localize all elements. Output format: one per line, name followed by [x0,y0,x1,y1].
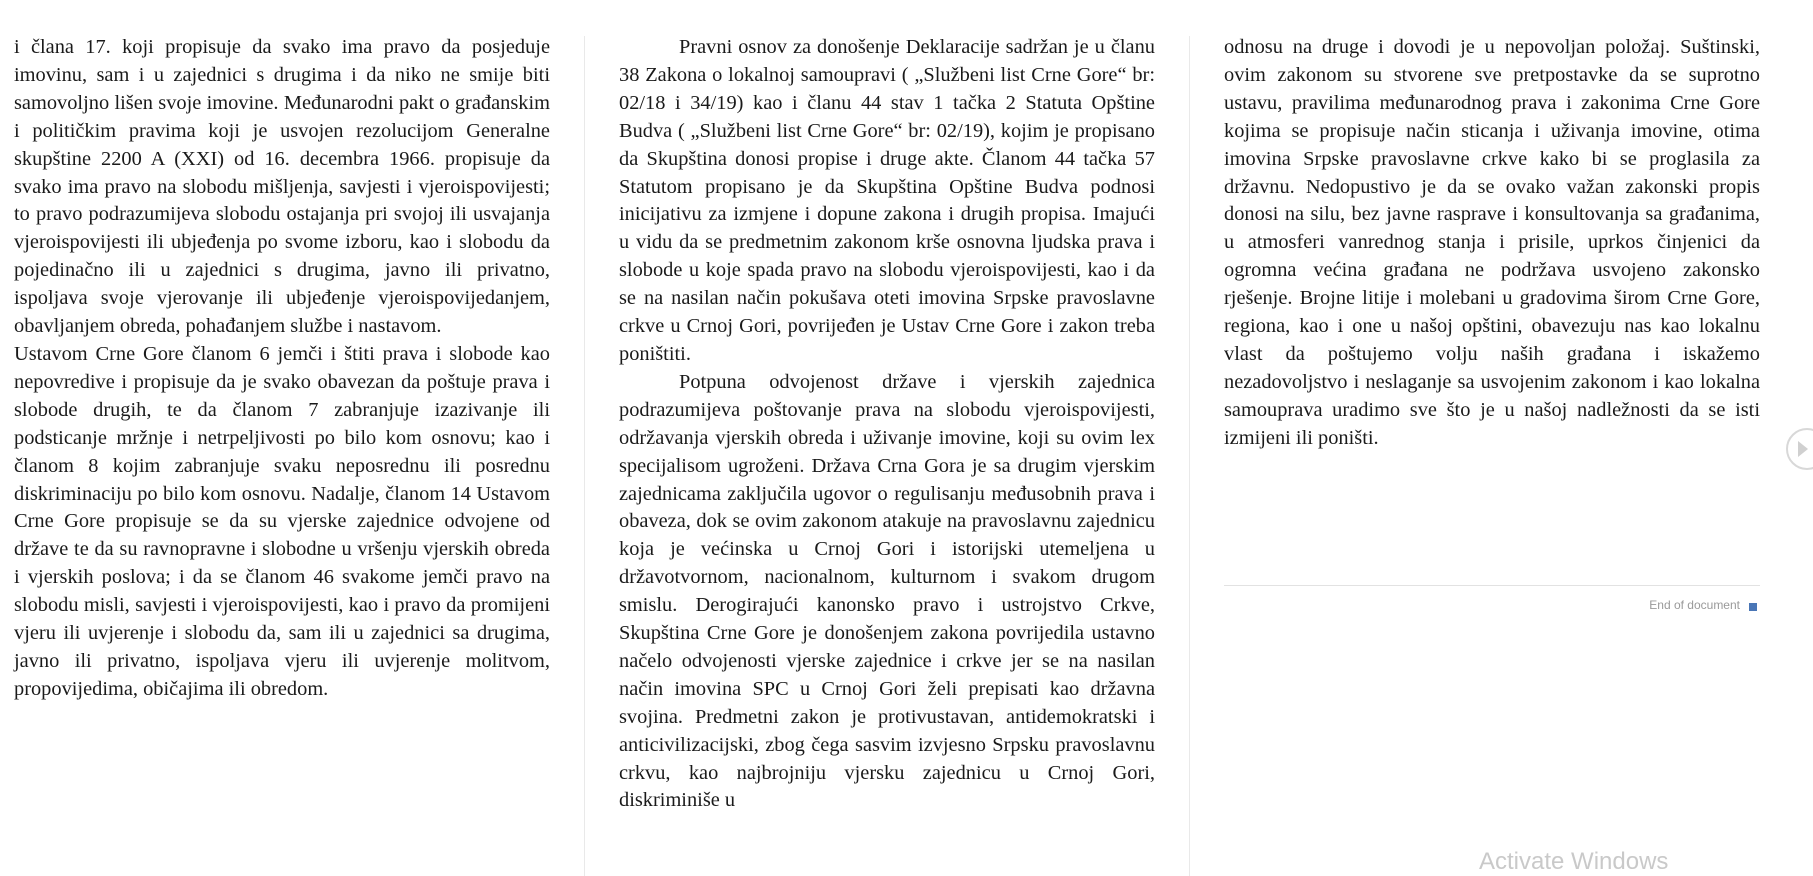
paragraph: odnosu na druge i dovodi je u nepovoljan položaj. Suštinski, ovim zakonom su stvorene sve pretpostavke da se suprotno ustavu, pravilima međunarodnog prava i zakonima Crne Gore kojima se propisuje način sticanja i uživanja imovine, otima imovina Srpske pravoslavne crkve kako bi se proglasila za državnu. Nedopustivo je da se ovako važan zakonski propis donosi na silu, bez javne rasprave i konsultovanja sa građanima, u atmosferi vanrednog stanja i prisile, uprkos činjenici da ogromna većina građana ne podržava usvojeno zakonsko rješenje. Brojne litije i molebani u gradovima širom Crne Gore, regiona, kao i one u našoj opštini, obavezuju nas kao lokalnu vlast da poštujemo volju naših građana i iskažemo nezadovoljstvo i neslaganje sa usvojenim zakonom i kao lokalna samouprava uradimo sve što je u našoj nadležnosti da se isti izmijeni ili poništi. [1224,36,1760,449]
end-of-document-divider [1224,585,1760,586]
next-page-arrow-icon[interactable] [1786,428,1813,470]
text-column-3 [1224,34,1760,453]
end-of-document-marker-icon [1749,603,1757,611]
end-of-document-label: End of document [1649,598,1740,612]
text-column-2 [619,34,1155,815]
paragraph: Pravni osnov za donošenje Deklaracije sadržan je u članu 38 Zakona o lokalnoj samoupravi ( „Službeni list Crne Gore“ br: 02/18 i 34/19) kao i članu 44 stav 1 tačka 2 Statuta Opštine Budva ( „Službeni list Crne Gore“ br: 02/19), kojim je propisano da Skupština donosi propise i druge akte. Članom 44 tačka 57 Statutom propisano je da Skupština Opštine Budva podnosi inicijativu za izmjene i dopune zakona i drugih propisa. Imajući u vidu da se predmetnim zakonom krše osnovna ljudska prava i slobode u koje spada pravo na slobodu vjeroispovijesti, kao i da se na nasilan način pokušava oteti imovina Srpske pravoslavne crkve u Crnoj Gori, povrijeđen je Ustav Crne Gore i zakon treba poništiti. [619,36,1155,365]
text-column-1 [14,34,550,704]
paragraph: i člana 17. koji propisuje da svako ima pravo da posjeduje imovinu, sam i u zajednici s drugima i da niko ne smije biti samovoljno lišen svoje imovine. Međunarodni pakt o građanskim i političkim pravima koji je usvojen rezolucijom Generalne skupštine 2200 A (XXI) od 16. decembra 1966. propisuje da svako ima pravo na slobodu mišljenja, savjesti i vjeroispovijesti; to pravo podrazumijeva slobodu ostajanja pri svojoj ili usvajanja vjeroispovijesti ili ubjeđenja po svome izboru, kao i slobodu da pojedinačno ili u zajednici s drugima, javno ili privatno, ispoljava svoje vjerovanje ili ubjeđenje vjeroispovijedanjem, obavljanjem obreda, pohađanjem službe i nastavom. [14,36,550,338]
column-divider [584,36,585,876]
activation-watermark: Activate Windows [1479,848,1669,875]
paragraph: Ustavom Crne Gore članom 6 jemči i štiti prava i slobode kao nepovredive i propisuje da je svako obavezan da poštuje prava i slobode drugih, te da članom 7 zabranjuje izazivanje ili podsticanje mržnje i netrpeljivosti po bilo kom osnovu; kao i članom 8 kojim zabranjuje svaku neposrednu ili posrednu diskriminaciju po bilo kom osnovu. Nadalje, članom 14 Ustavom Crne Gore propisuje se da su vjerske zajednice odvojene od države te da su ravnopravne i slobodne u vršenju vjerskih obreda i vjerskih poslova; i da se članom 46 svakome jemči pravo na slobodu misli, savjesti i vjeroispovijesti, kao i pravo da promijeni vjeru ili uvjerenje i slobodu da, sam ili u zajednici sa drugima, javno ili privatno, ispoljava vjeru ili uvjerenje molitvom, propovijedima, običajima ili obredom. [14,342,550,700]
paragraph: Potpuna odvojenost države i vjerskih zajednica podrazumijeva poštovanje prava na slobodu vjeroispovijesti, održavanja vjerskih obreda i uživanje imovine, koji su ovim lex specijalisom ugroženi. Država Crna Gora je sa drugim vjerskim zajednicama zaključila ugovor o regulisanju međusobnih prava i obaveza, dok se ovim zakonom atakuje na pravoslavnu zajednicu koja je većinska u Crnoj Gori i istorijski utemeljena u državotvornom, nacionalnom, kulturnom i svakom drugom smislu. Derogirajući kanonsko pravo i ustrojstvo Crkve, Skupština Crne Gore je donošenjem zakona povrijedila ustavno načelo odvojenosti vjerske zajednice i crkve jer se na nasilan način imovina SPC u Crnoj Gori želi prepisati kao državna svojina. Predmetni zakon je protivustavan, antidemokratski i anticivilizacijski, zbog čega sasvim izvjesno Srpsku pravoslavnu crkvu, kao najbrojniju vjersku zajednicu u Crnoj Gori, diskriminiše u [619,370,1155,812]
column-divider [1189,36,1190,876]
